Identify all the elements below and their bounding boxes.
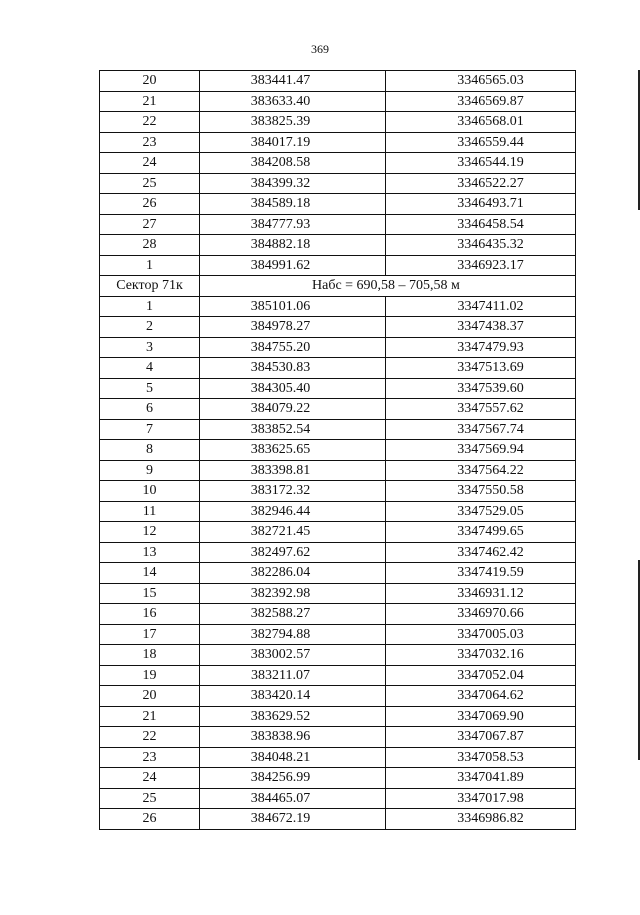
y-coordinate-cell: 3347567.74 — [386, 419, 576, 440]
table-row — [100, 604, 576, 625]
y-coordinate-cell: 3346970.66 — [386, 604, 576, 625]
table-row — [100, 214, 576, 235]
point-number-cell: 17 — [100, 624, 200, 645]
x-coordinate-cell: 382286.04 — [200, 563, 386, 584]
point-number-cell: 5 — [100, 378, 200, 399]
x-coordinate-cell: 384256.99 — [200, 768, 386, 789]
point-number-cell: 9 — [100, 460, 200, 481]
point-number-cell: 7 — [100, 419, 200, 440]
point-number-cell: 11 — [100, 501, 200, 522]
point-number-cell: 15 — [100, 583, 200, 604]
x-coordinate-cell: 384991.62 — [200, 255, 386, 276]
point-number-cell: 21 — [100, 706, 200, 727]
table-row — [100, 645, 576, 666]
x-coordinate-cell: 383852.54 — [200, 419, 386, 440]
x-coordinate-cell: 383002.57 — [200, 645, 386, 666]
table-row — [100, 194, 576, 215]
y-coordinate-cell: 3346931.12 — [386, 583, 576, 604]
point-number-cell: 1 — [100, 296, 200, 317]
rows-before-sector — [100, 71, 576, 276]
y-coordinate-cell: 3347067.87 — [386, 727, 576, 748]
y-coordinate-cell: 3347032.16 — [386, 645, 576, 666]
y-coordinate-cell: 3347064.62 — [386, 686, 576, 707]
table-row — [100, 337, 576, 358]
x-coordinate-cell: 384048.21 — [200, 747, 386, 768]
x-coordinate-cell: 382946.44 — [200, 501, 386, 522]
sector-height-range: Набс = 690,58 – 705,58 м — [200, 276, 576, 297]
table-row — [100, 296, 576, 317]
y-coordinate-cell: 3347069.90 — [386, 706, 576, 727]
x-coordinate-cell: 385101.06 — [200, 296, 386, 317]
x-coordinate-cell: 384208.58 — [200, 153, 386, 174]
point-number-cell: 22 — [100, 112, 200, 133]
point-number-cell: 18 — [100, 645, 200, 666]
coordinates-table — [99, 70, 576, 830]
table-row — [100, 378, 576, 399]
sector-label: Сектор 71к — [100, 276, 200, 297]
x-coordinate-cell: 384017.19 — [200, 132, 386, 153]
y-coordinate-cell: 3347564.22 — [386, 460, 576, 481]
x-coordinate-cell: 384882.18 — [200, 235, 386, 256]
table-row — [100, 255, 576, 276]
point-number-cell: 24 — [100, 768, 200, 789]
y-coordinate-cell: 3347513.69 — [386, 358, 576, 379]
table-row — [100, 747, 576, 768]
table-row — [100, 583, 576, 604]
x-coordinate-cell: 383625.65 — [200, 440, 386, 461]
table-row — [100, 71, 576, 92]
x-coordinate-cell: 384530.83 — [200, 358, 386, 379]
y-coordinate-cell: 3347462.42 — [386, 542, 576, 563]
x-coordinate-cell: 384465.07 — [200, 788, 386, 809]
x-coordinate-cell: 382588.27 — [200, 604, 386, 625]
point-number-cell: 24 — [100, 153, 200, 174]
table-row — [100, 768, 576, 789]
x-coordinate-cell: 383398.81 — [200, 460, 386, 481]
y-coordinate-cell: 3347479.93 — [386, 337, 576, 358]
table-row — [100, 419, 576, 440]
table-row — [100, 460, 576, 481]
x-coordinate-cell: 382392.98 — [200, 583, 386, 604]
point-number-cell: 26 — [100, 194, 200, 215]
x-coordinate-cell: 384305.40 — [200, 378, 386, 399]
y-coordinate-cell: 3347539.60 — [386, 378, 576, 399]
x-coordinate-cell: 383825.39 — [200, 112, 386, 133]
x-coordinate-cell: 384079.22 — [200, 399, 386, 420]
x-coordinate-cell: 384672.19 — [200, 809, 386, 830]
y-coordinate-cell: 3347419.59 — [386, 563, 576, 584]
y-coordinate-cell: 3347052.04 — [386, 665, 576, 686]
table-row — [100, 788, 576, 809]
y-coordinate-cell: 3347550.58 — [386, 481, 576, 502]
table-row — [100, 809, 576, 830]
point-number-cell: 4 — [100, 358, 200, 379]
y-coordinate-cell: 3347017.98 — [386, 788, 576, 809]
x-coordinate-cell: 382721.45 — [200, 522, 386, 543]
x-coordinate-cell: 383629.52 — [200, 706, 386, 727]
y-coordinate-cell: 3346522.27 — [386, 173, 576, 194]
y-coordinate-cell: 3347005.03 — [386, 624, 576, 645]
table-row — [100, 522, 576, 543]
point-number-cell: 19 — [100, 665, 200, 686]
y-coordinate-cell: 3347058.53 — [386, 747, 576, 768]
table-row — [100, 358, 576, 379]
x-coordinate-cell: 383633.40 — [200, 91, 386, 112]
table-row — [100, 665, 576, 686]
point-number-cell: 25 — [100, 788, 200, 809]
table-row — [100, 727, 576, 748]
y-coordinate-cell: 3346565.03 — [386, 71, 576, 92]
x-coordinate-cell: 384777.93 — [200, 214, 386, 235]
point-number-cell: 13 — [100, 542, 200, 563]
x-coordinate-cell: 384755.20 — [200, 337, 386, 358]
point-number-cell: 27 — [100, 214, 200, 235]
y-coordinate-cell: 3347438.37 — [386, 317, 576, 338]
point-number-cell: 25 — [100, 173, 200, 194]
sector-row — [100, 276, 576, 297]
point-number-cell: 8 — [100, 440, 200, 461]
point-number-cell: 21 — [100, 91, 200, 112]
x-coordinate-cell: 383838.96 — [200, 727, 386, 748]
table-row — [100, 235, 576, 256]
table-row — [100, 132, 576, 153]
y-coordinate-cell: 3347557.62 — [386, 399, 576, 420]
table-row — [100, 153, 576, 174]
point-number-cell: 23 — [100, 747, 200, 768]
point-number-cell: 14 — [100, 563, 200, 584]
x-coordinate-cell: 382794.88 — [200, 624, 386, 645]
table-row — [100, 91, 576, 112]
page-number: 369 — [311, 42, 329, 56]
y-coordinate-cell: 3347499.65 — [386, 522, 576, 543]
table-row — [100, 563, 576, 584]
point-number-cell: 26 — [100, 809, 200, 830]
table-row — [100, 112, 576, 133]
y-coordinate-cell: 3347411.02 — [386, 296, 576, 317]
y-coordinate-cell: 3346458.54 — [386, 214, 576, 235]
y-coordinate-cell: 3346559.44 — [386, 132, 576, 153]
y-coordinate-cell: 3346568.01 — [386, 112, 576, 133]
table-row — [100, 624, 576, 645]
point-number-cell: 3 — [100, 337, 200, 358]
y-coordinate-cell: 3346986.82 — [386, 809, 576, 830]
y-coordinate-cell: 3347041.89 — [386, 768, 576, 789]
table-row — [100, 706, 576, 727]
x-coordinate-cell: 383420.14 — [200, 686, 386, 707]
table-row — [100, 501, 576, 522]
table-row — [100, 481, 576, 502]
point-number-cell: 28 — [100, 235, 200, 256]
table-row — [100, 399, 576, 420]
point-number-cell: 6 — [100, 399, 200, 420]
point-number-cell: 2 — [100, 317, 200, 338]
point-number-cell: 12 — [100, 522, 200, 543]
y-coordinate-cell: 3346544.19 — [386, 153, 576, 174]
x-coordinate-cell: 382497.62 — [200, 542, 386, 563]
point-number-cell: 22 — [100, 727, 200, 748]
sector-header — [100, 276, 576, 297]
y-coordinate-cell: 3347529.05 — [386, 501, 576, 522]
table-row — [100, 173, 576, 194]
x-coordinate-cell: 384589.18 — [200, 194, 386, 215]
table-row — [100, 542, 576, 563]
point-number-cell: 10 — [100, 481, 200, 502]
x-coordinate-cell: 383211.07 — [200, 665, 386, 686]
x-coordinate-cell: 383172.32 — [200, 481, 386, 502]
table-row — [100, 317, 576, 338]
x-coordinate-cell: 384978.27 — [200, 317, 386, 338]
point-number-cell: 16 — [100, 604, 200, 625]
table-row — [100, 440, 576, 461]
y-coordinate-cell: 3347569.94 — [386, 440, 576, 461]
point-number-cell: 23 — [100, 132, 200, 153]
x-coordinate-cell: 383441.47 — [200, 71, 386, 92]
y-coordinate-cell: 3346923.17 — [386, 255, 576, 276]
x-coordinate-cell: 384399.32 — [200, 173, 386, 194]
y-coordinate-cell: 3346435.32 — [386, 235, 576, 256]
y-coordinate-cell: 3346493.71 — [386, 194, 576, 215]
point-number-cell: 20 — [100, 686, 200, 707]
point-number-cell: 1 — [100, 255, 200, 276]
point-number-cell: 20 — [100, 71, 200, 92]
table-row — [100, 686, 576, 707]
y-coordinate-cell: 3346569.87 — [386, 91, 576, 112]
rows-after-sector — [100, 296, 576, 829]
